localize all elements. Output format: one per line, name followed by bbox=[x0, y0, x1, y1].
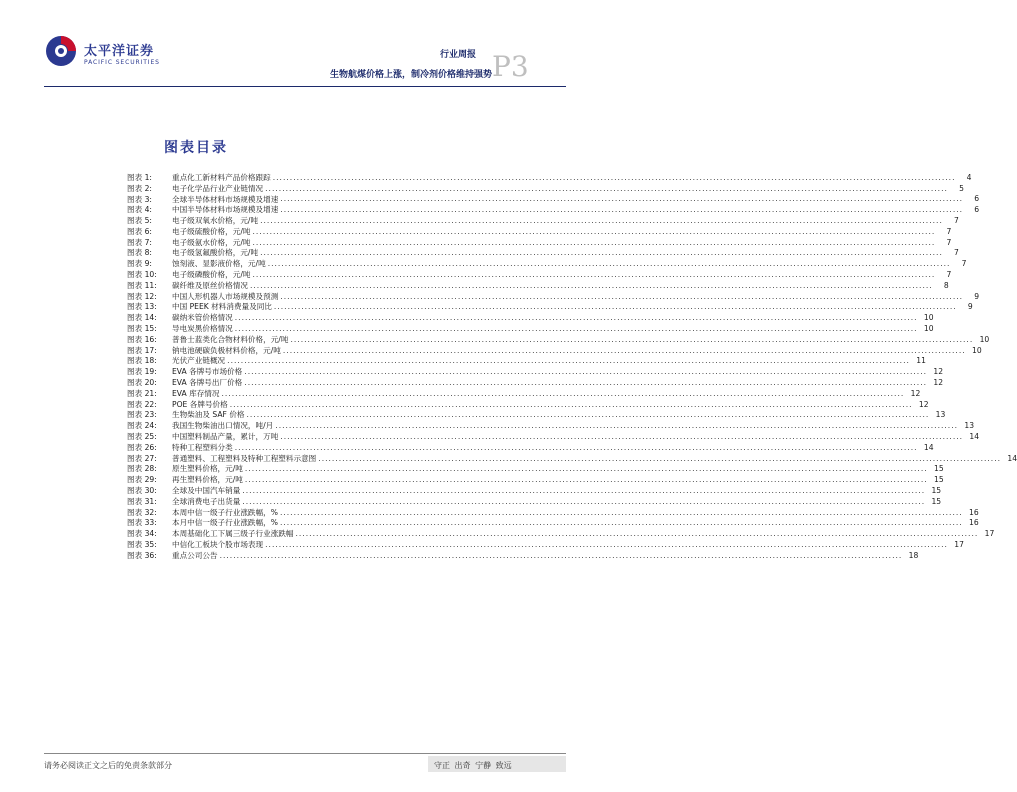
toc-leader-dots: ........................................................................................................................................................................................................ bbox=[242, 486, 926, 495]
toc-entry-label: 图表 32: bbox=[127, 507, 157, 517]
toc-entry-text: 中信化工板块个股市场表现 bbox=[172, 540, 264, 549]
toc-entry-label: 图表 17: bbox=[127, 345, 157, 355]
toc-leader-dots: ........................................................................................................................................................................................................ bbox=[265, 183, 948, 193]
toc-entry-text: 重点化工新材料产品价格跟踪 bbox=[172, 172, 271, 182]
toc-entry-label: 图表 22: bbox=[127, 399, 157, 409]
toc-entry-text: 电子级双氧水价格，元/吨 bbox=[172, 216, 259, 226]
toc-entry-page: 10 bbox=[971, 345, 982, 355]
toc-entry-text: 我国生物柴油出口情况，吨/月 bbox=[172, 421, 274, 431]
toc-entry-text: 电子级磷酸价格，元/吨 bbox=[172, 270, 251, 280]
toc-entry[interactable] bbox=[127, 399, 929, 410]
toc-entry-label: 图表 1: bbox=[127, 172, 152, 182]
toc-entry-label: 图表 13: bbox=[127, 302, 157, 312]
toc-entry[interactable] bbox=[127, 194, 980, 205]
toc-entry-text: 导电炭黑价格情况 bbox=[172, 324, 233, 334]
toc-entry-page: 7 bbox=[946, 226, 952, 236]
toc-entry[interactable] bbox=[127, 345, 982, 356]
toc-leader-dots: ........................................................................................................................................................................................................ bbox=[234, 324, 918, 334]
toc-entry-page: 13 bbox=[964, 421, 975, 431]
toc-entry-page: 8 bbox=[943, 280, 949, 290]
toc-entry-label: 图表 19: bbox=[127, 367, 157, 377]
toc-entry-label: 图表 4: bbox=[127, 205, 152, 215]
toc-leader-dots: ........................................................................................................................................................................................................ bbox=[260, 216, 943, 226]
toc-entry-text: 普通塑料、工程塑料及特种工程塑料示意图 bbox=[172, 453, 317, 463]
toc-entry-page: 10 bbox=[923, 313, 934, 323]
toc-entry-label: 图表 11: bbox=[127, 280, 157, 290]
toc-entry-label: 图表 30: bbox=[127, 486, 157, 496]
toc-leader-dots: ........................................................................................................................................................................................................ bbox=[280, 194, 964, 204]
toc-entry[interactable] bbox=[127, 312, 934, 323]
toc-entry-label: 图表 9: bbox=[127, 259, 152, 269]
toc-entry[interactable] bbox=[127, 388, 921, 399]
toc-entry-text: 电子化学品行业产业链情况 bbox=[172, 183, 264, 193]
toc-entry-label: 图表 14: bbox=[127, 313, 157, 323]
toc-leader-dots: ........................................................................................................................................................................................................ bbox=[234, 442, 918, 452]
toc-entry-page: 12 bbox=[918, 399, 929, 409]
toc-entry-text: 中国半导体材料市场规模及增速 bbox=[172, 205, 279, 215]
page-header bbox=[0, 0, 612, 90]
toc-entry[interactable] bbox=[127, 431, 980, 442]
toc-entry-page: 16 bbox=[969, 507, 979, 517]
toc-leader-dots: ........................................................................................................................................................................................................ bbox=[272, 172, 956, 182]
toc-entry-label: 图表 3: bbox=[127, 194, 152, 204]
toc-entry-text: 特种工程塑料分类 bbox=[172, 442, 233, 452]
toc-leader-dots: ........................................................................................................................................................................................................ bbox=[280, 291, 964, 301]
toc-leader-dots: ........................................................................................................................................................................................................ bbox=[260, 248, 943, 258]
toc-entry-text: 全球消费电子出货量 bbox=[172, 496, 241, 506]
toc-entry-page: 7 bbox=[946, 270, 952, 280]
toc-list bbox=[127, 172, 1017, 561]
page-number: P3 bbox=[492, 50, 529, 83]
report-headline: 生物航煤价格上涨，制冷剂价格维持强势 bbox=[329, 70, 492, 80]
toc-entry-text: POE 各牌号价格 bbox=[172, 399, 228, 409]
report-type: 行业周报 bbox=[439, 50, 476, 60]
toc-entry-text: 中国塑料制品产量，累计，万吨 bbox=[172, 432, 279, 442]
toc-entry-page: 7 bbox=[954, 248, 959, 258]
toc-entry-page: 15 bbox=[934, 464, 944, 474]
toc-entry[interactable] bbox=[127, 507, 979, 518]
toc-entry-text: 中国 PEEK 材料消费量及同比 bbox=[172, 302, 272, 312]
toc-leader-dots: ........................................................................................................................................................................................................ bbox=[219, 550, 903, 560]
toc-entry-label: 图表 31: bbox=[127, 496, 157, 506]
toc-entry-text: 再生塑料价格，元/吨 bbox=[172, 475, 243, 485]
toc-leader-dots: ........................................................................................................................................................................................................ bbox=[273, 302, 957, 312]
brand-name-cn: 太平洋证券 bbox=[84, 44, 155, 59]
toc-entry-label: 图表 35: bbox=[127, 540, 157, 549]
toc-entry-text: 全球及中国汽车销量 bbox=[172, 486, 241, 496]
toc-entry-page: 17 bbox=[984, 529, 995, 539]
toc-entry-label: 图表 25: bbox=[127, 432, 157, 442]
toc-entry-text: 碳纳米管价格情况 bbox=[172, 313, 233, 323]
toc-entry-page: 15 bbox=[931, 486, 942, 495]
toc-entry-page: 12 bbox=[910, 388, 921, 398]
toc-entry[interactable] bbox=[127, 280, 949, 291]
toc-title: 图表目录 bbox=[164, 140, 228, 156]
toc-entry-text: 碳纤维及原丝价格情况 bbox=[172, 280, 248, 290]
toc-entry-page: 13 bbox=[935, 410, 946, 420]
toc-entry-label: 图表 12: bbox=[127, 291, 157, 301]
toc-leader-dots: ........................................................................................................................................................................................................ bbox=[295, 529, 979, 539]
toc-entry-text: EVA 各牌号市场价格 bbox=[172, 367, 243, 377]
toc-entry-page: 15 bbox=[934, 475, 944, 485]
toc-entry[interactable] bbox=[127, 420, 975, 431]
toc-entry-text: 钠电池硬碳负极材料价格，元/吨 bbox=[172, 345, 281, 355]
toc-entry[interactable] bbox=[127, 269, 952, 280]
toc-entry[interactable] bbox=[127, 539, 964, 550]
toc-entry[interactable] bbox=[127, 518, 979, 529]
toc-leader-dots: ........................................................................................................................................................................................................ bbox=[244, 464, 928, 474]
toc-leader-dots: ........................................................................................................................................................................................................ bbox=[267, 259, 951, 269]
toc-entry-text: EVA 各牌号出厂价格 bbox=[172, 378, 243, 388]
toc-entry-page: 10 bbox=[979, 334, 990, 344]
toc-entry[interactable] bbox=[127, 485, 942, 496]
toc-leader-dots: ........................................................................................................................................................................................................ bbox=[280, 432, 964, 442]
toc-entry-label: 图表 16: bbox=[127, 334, 157, 344]
toc-entry-text: 中国人形机器人市场规模及预测 bbox=[172, 291, 279, 301]
toc-entry[interactable] bbox=[127, 302, 973, 313]
toc-entry[interactable] bbox=[127, 453, 1017, 464]
toc-entry[interactable] bbox=[127, 410, 946, 421]
toc-entry-label: 图表 24: bbox=[127, 421, 157, 431]
toc-entry[interactable] bbox=[127, 356, 926, 367]
toc-leader-dots: ........................................................................................................................................................................................................ bbox=[279, 518, 963, 528]
toc-entry-text: 普鲁士蓝类化合物材料价格，元/吨 bbox=[172, 334, 289, 344]
toc-entry-text: EVA 库存情况 bbox=[172, 388, 220, 398]
toc-leader-dots: ........................................................................................................................................................................................................ bbox=[244, 378, 928, 388]
toc-entry[interactable] bbox=[127, 474, 944, 485]
toc-entry-label: 图表 15: bbox=[127, 324, 157, 334]
toc-entry[interactable] bbox=[127, 258, 967, 269]
toc-entry[interactable] bbox=[127, 334, 990, 345]
toc-entry-label: 图表 2: bbox=[127, 183, 152, 193]
toc-entry-text: 电子级硫酸价格，元/吨 bbox=[172, 226, 251, 236]
toc-entry-label: 图表 28: bbox=[127, 464, 157, 474]
toc-leader-dots: ........................................................................................................................................................................................................ bbox=[221, 388, 905, 398]
toc-entry[interactable] bbox=[127, 172, 972, 183]
toc-leader-dots: ........................................................................................................................................................................................................ bbox=[275, 421, 959, 431]
pacific-securities-logo-icon bbox=[44, 34, 78, 68]
toc-entry-text: 蚀刻液、显影液价格，元/吨 bbox=[172, 259, 266, 269]
toc-entry-page: 14 bbox=[923, 442, 934, 452]
toc-leader-dots: ........................................................................................................................................................................................................ bbox=[318, 453, 1002, 463]
toc-entry-page: 6 bbox=[974, 194, 980, 204]
brand-name-en: PACIFIC SECURITIES bbox=[84, 59, 160, 66]
header-divider bbox=[44, 86, 566, 87]
toc-leader-dots: ........................................................................................................................................................................................................ bbox=[249, 280, 933, 290]
toc-entry-label: 图表 34: bbox=[127, 529, 157, 539]
toc-entry[interactable] bbox=[127, 183, 964, 194]
toc-entry-label: 图表 10: bbox=[127, 270, 157, 280]
toc-entry-text: 光伏产业链概况 bbox=[172, 356, 226, 366]
toc-entry-label: 图表 21: bbox=[127, 388, 157, 398]
toc-entry-label: 图表 33: bbox=[127, 518, 157, 528]
toc-leader-dots: ........................................................................................................................................................................................................ bbox=[234, 313, 918, 323]
toc-entry-label: 图表 20: bbox=[127, 378, 157, 388]
toc-entry-label: 图表 7: bbox=[127, 237, 152, 247]
toc-entry-text: 电子级氢氟酸价格，元/吨 bbox=[172, 248, 259, 258]
toc-leader-dots: ........................................................................................................................................................................................................ bbox=[265, 539, 948, 549]
toc-entry[interactable] bbox=[127, 377, 944, 388]
footer-divider bbox=[44, 753, 566, 754]
toc-entry-page: 9 bbox=[974, 291, 980, 301]
toc-leader-dots: ........................................................................................................................................................................................................ bbox=[227, 356, 910, 366]
toc-leader-dots: ........................................................................................................................................................................................................ bbox=[280, 205, 964, 215]
toc-leader-dots: ........................................................................................................................................................................................................ bbox=[229, 399, 913, 409]
toc-entry-label: 图表 27: bbox=[127, 453, 157, 463]
toc-entry-page: 7 bbox=[946, 237, 952, 247]
toc-entry-page: 4 bbox=[966, 172, 972, 182]
toc-entry-text: 本周基础化工下属三级子行业涨跌幅 bbox=[172, 529, 294, 539]
toc-leader-dots: ........................................................................................................................................................................................................ bbox=[252, 270, 936, 280]
toc-leader-dots: ........................................................................................................................................................................................................ bbox=[244, 367, 928, 377]
toc-entry[interactable] bbox=[127, 442, 934, 453]
toc-entry[interactable] bbox=[127, 323, 934, 334]
toc-entry-page: 17 bbox=[954, 539, 964, 549]
toc-entry-label: 图表 18: bbox=[127, 356, 157, 366]
toc-entry-text: 生物柴油及 SAF 价格 bbox=[172, 410, 245, 420]
toc-entry[interactable] bbox=[127, 237, 952, 248]
footer-slogan: 守正 出奇 宁静 致远 bbox=[434, 761, 512, 770]
toc-entry[interactable] bbox=[127, 215, 959, 226]
toc-entry-text: 电子级氨水价格，元/吨 bbox=[172, 237, 251, 247]
toc-entry-label: 图表 6: bbox=[127, 226, 152, 236]
toc-entry-page: 6 bbox=[974, 205, 980, 215]
toc-entry[interactable] bbox=[127, 366, 944, 377]
toc-entry-text: 原生塑料价格，元/吨 bbox=[172, 464, 243, 474]
toc-entry-text: 全球半导体材料市场规模及增速 bbox=[172, 194, 279, 204]
toc-entry-label: 图表 23: bbox=[127, 410, 157, 420]
toc-entry-label: 图表 26: bbox=[127, 442, 157, 452]
toc-entry-text: 本月中信一级子行业涨跌幅，% bbox=[172, 518, 278, 528]
toc-entry-text: 本周中信一级子行业涨跌幅，% bbox=[172, 507, 278, 517]
toc-leader-dots: ........................................................................................................................................................................................................ bbox=[244, 475, 928, 485]
toc-entry[interactable] bbox=[127, 550, 919, 561]
toc-entry-text: 重点公司公告 bbox=[172, 550, 218, 560]
toc-leader-dots: ........................................................................................................................................................................................................ bbox=[282, 345, 966, 355]
toc-entry-page: 9 bbox=[967, 302, 973, 312]
toc-leader-dots: ........................................................................................................................................................................................................ bbox=[290, 334, 974, 344]
toc-leader-dots: ........................................................................................................................................................................................................ bbox=[279, 507, 963, 517]
toc-leader-dots: ........................................................................................................................................................................................................ bbox=[246, 410, 930, 420]
toc-entry[interactable] bbox=[127, 496, 942, 507]
toc-entry-label: 图表 36: bbox=[127, 550, 157, 560]
toc-entry[interactable] bbox=[127, 226, 952, 237]
toc-entry-page: 11 bbox=[916, 356, 926, 366]
toc-entry-label: 图表 29: bbox=[127, 475, 157, 485]
toc-entry[interactable] bbox=[127, 204, 980, 215]
toc-entry-page: 16 bbox=[969, 518, 979, 528]
toc-entry[interactable] bbox=[127, 248, 959, 259]
toc-entry-page: 7 bbox=[961, 259, 967, 269]
toc-leader-dots: ........................................................................................................................................................................................................ bbox=[252, 237, 936, 247]
toc-entry-page: 15 bbox=[931, 496, 942, 506]
toc-entry[interactable] bbox=[127, 528, 995, 539]
footer-disclaimer: 请务必阅读正文之后的免责条款部分 bbox=[44, 761, 172, 770]
toc-entry-page: 12 bbox=[933, 378, 944, 388]
toc-entry-page: 12 bbox=[933, 367, 944, 377]
toc-entry-page: 10 bbox=[923, 324, 934, 334]
toc-entry-label: 图表 5: bbox=[127, 216, 152, 226]
toc-leader-dots: ........................................................................................................................................................................................................ bbox=[252, 226, 936, 236]
toc-entry-page: 7 bbox=[954, 216, 959, 226]
toc-entry-page: 5 bbox=[959, 183, 964, 193]
toc-entry[interactable] bbox=[127, 464, 944, 475]
toc-entry-page: 18 bbox=[908, 550, 919, 560]
toc-entry-label: 图表 8: bbox=[127, 248, 152, 258]
toc-leader-dots: ........................................................................................................................................................................................................ bbox=[242, 496, 926, 506]
toc-entry-page: 14 bbox=[969, 432, 980, 442]
toc-entry[interactable] bbox=[127, 291, 980, 302]
toc-entry-page: 14 bbox=[1007, 453, 1017, 463]
